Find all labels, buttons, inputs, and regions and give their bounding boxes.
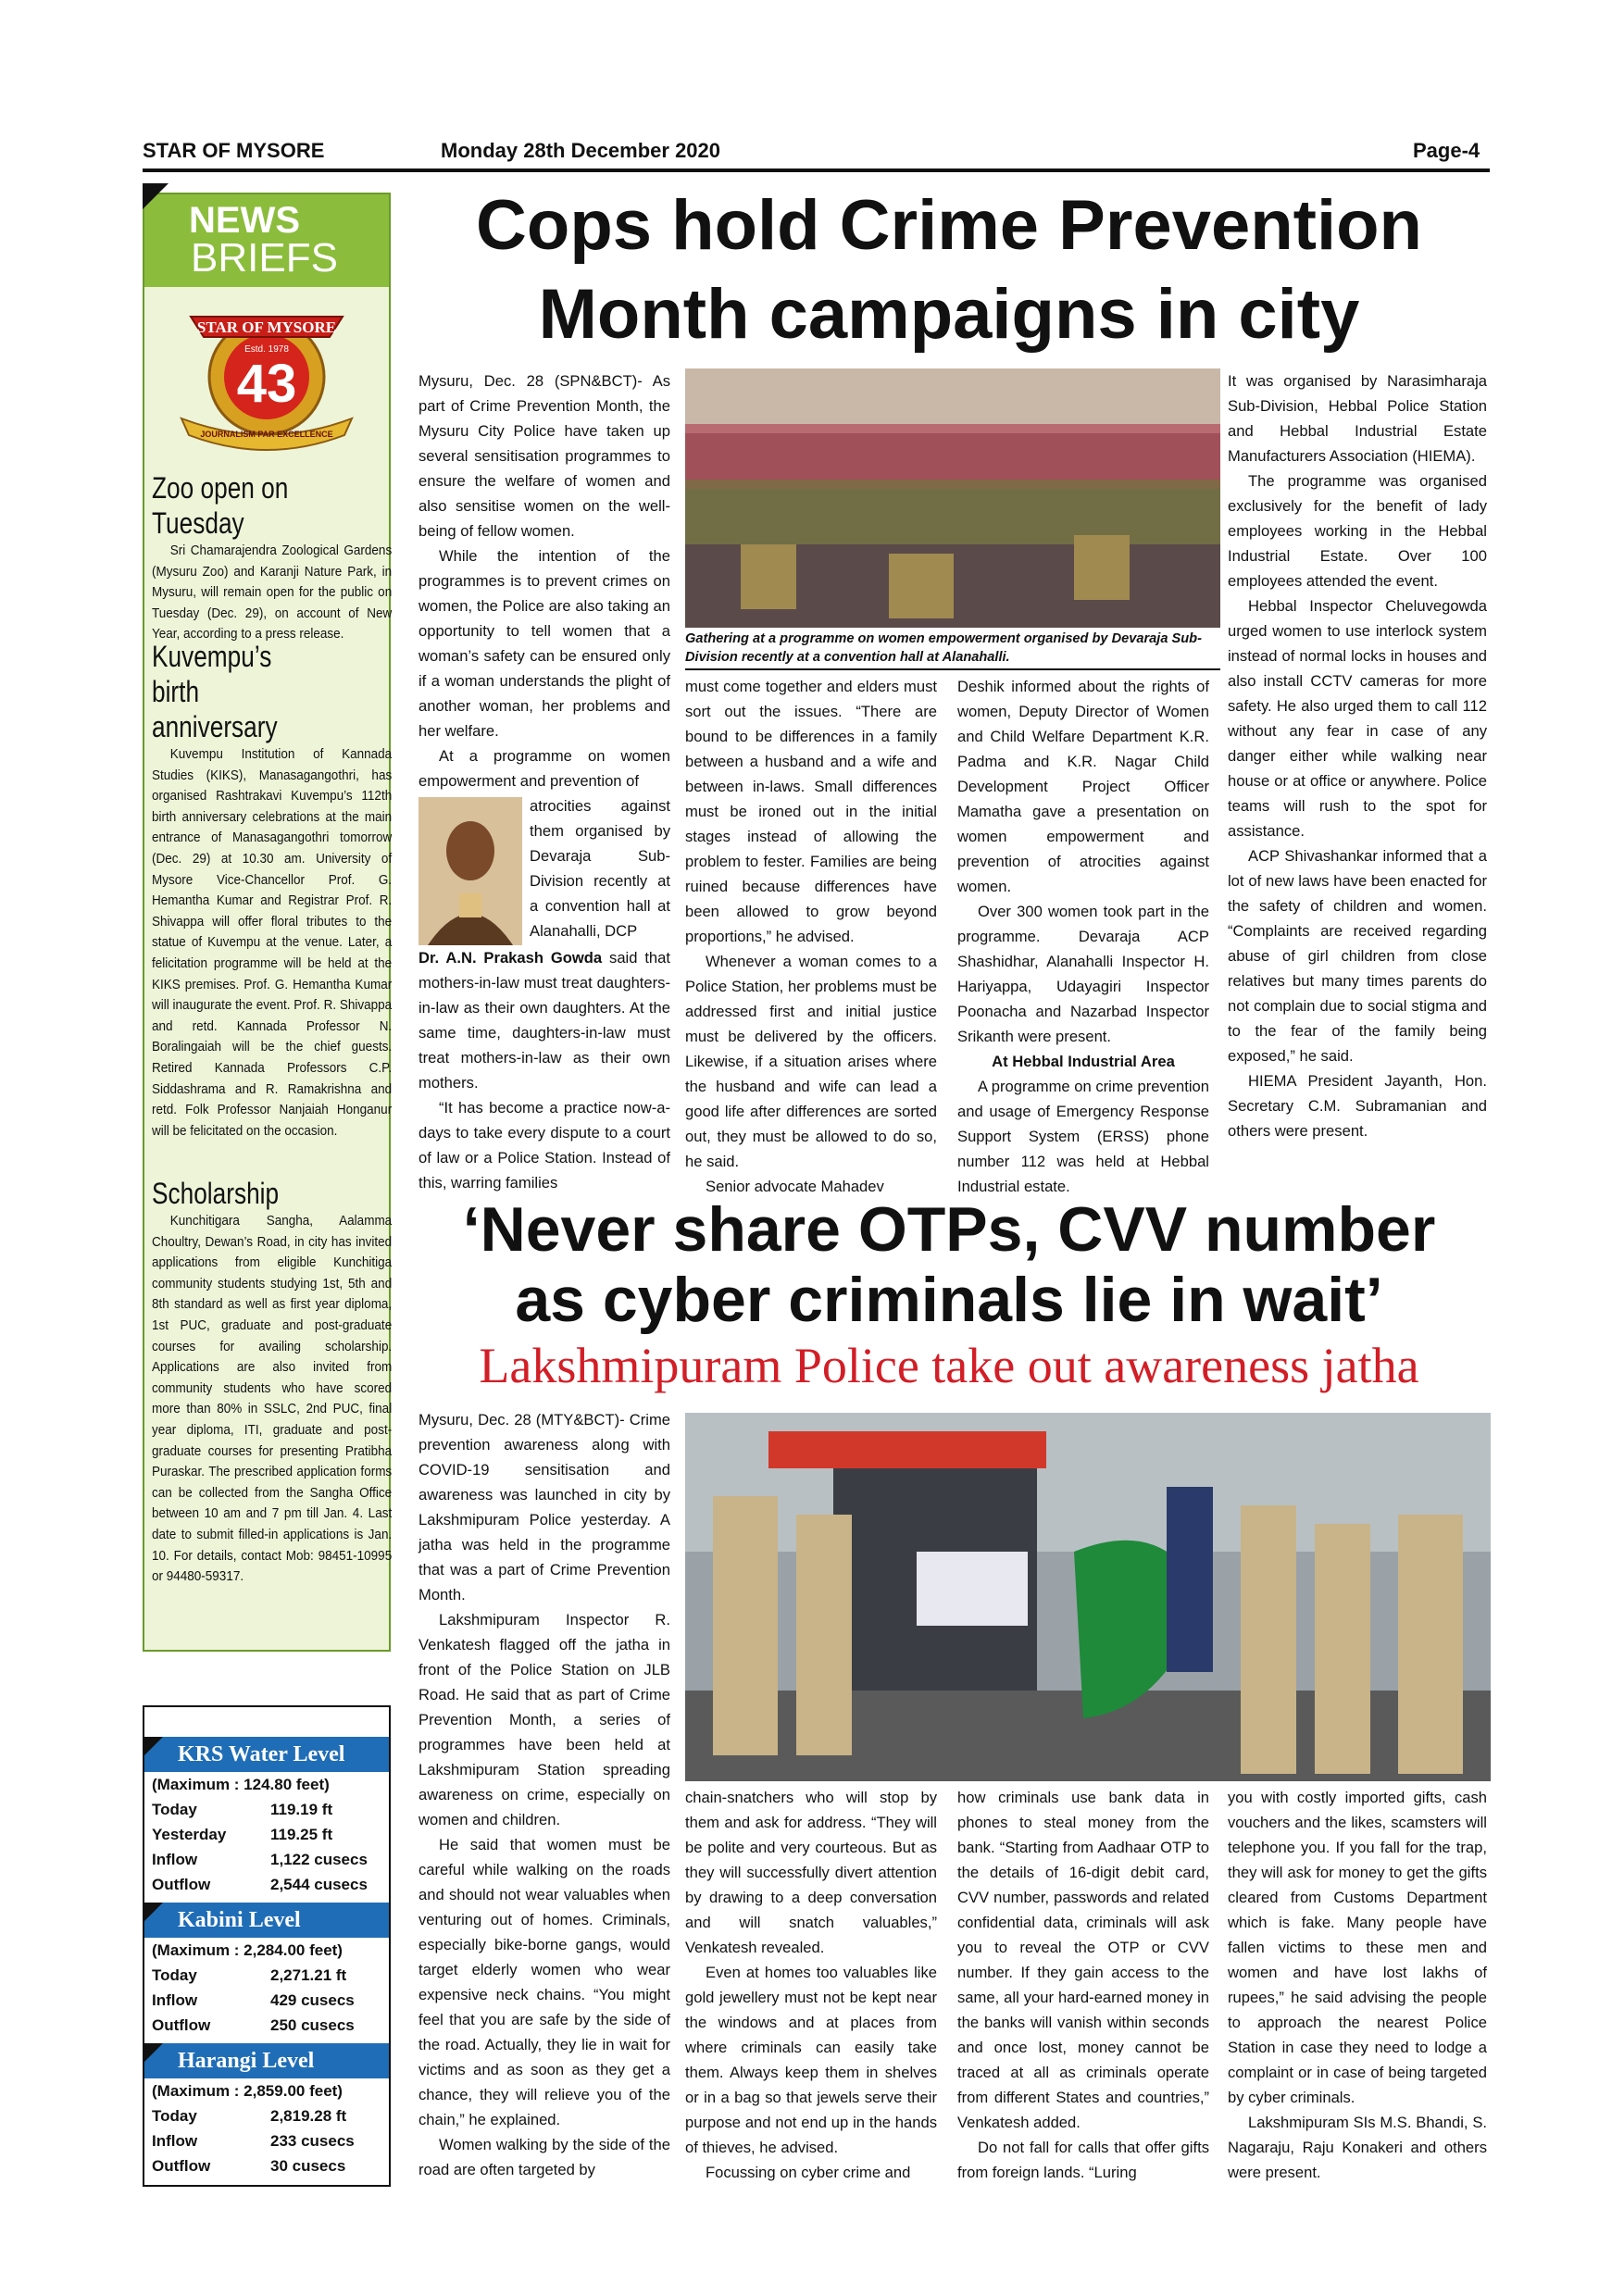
anniversary-logo: [154, 289, 380, 455]
para: A programme on crime prevention and usage of Emergency Response Support System (ERSS) phone number 112 was held at Hebbal Industrial estate.: [957, 1078, 1209, 1195]
subhead: At Hebbal Industrial Area: [992, 1053, 1175, 1070]
level-row: [144, 2013, 389, 2038]
para: “It has become a practice now-a-days to take every dispute to a court of law or a Police Station. Instead of this, warring families: [418, 1099, 670, 1192]
level-row: [144, 1822, 389, 1847]
para: you with costly imported gifts, cash vouchers and the likes, scamsters will telephone you. If you fall for the trap, they will ask for money to get the gifts cleared from Customs Department which is fake. Many people have fallen victims to these men and women and have lost lakhs of rupees,” he said advising the people to approach the nearest Police Station in case they need to lodge a complaint or in case of being targeted by cyber criminals.: [1228, 1789, 1487, 2106]
headline2-line-2: as cyber criminals lie in wait’: [515, 1265, 1383, 1335]
para: how criminals use bank data in phones to steal money from the bank. “Starting from Aadhaar OTP to the details of 16-digit debit card, CVV number, passwords and related confidential data, criminals will ask you to reveal the OTP or CVV number. If they gain access to the same, all your hard-earned money in the banks will vanish within seconds and once lost, money cannot be traced at all as criminals operate from different States and countries,” Venkatesh added.: [957, 1789, 1209, 2131]
level-row: [144, 1847, 389, 1872]
para: Mysuru, Dec. 28 (SPN&BCT)- As part of Crime Prevention Month, the Mysuru City Police have taken up several sensitisation programmes to ensure the welfare of women and also sensitise women on the well-being of fellow women.: [418, 372, 670, 540]
level-label: Outflow: [152, 2016, 211, 2034]
level-label: Inflow: [152, 2132, 198, 2150]
level-row: [144, 2128, 389, 2153]
header-rule: [143, 168, 1490, 172]
level-row: [144, 1872, 389, 1897]
para: Lakshmipuram Inspector R. Venkatesh flagged off the jatha in front of the Police Station on JLB Road. He said that as part of Crime Prevention Month, a series of programmes have been held at Lakshmipuram Station spreading awareness on crime, especially on women and children.: [418, 1611, 670, 1828]
logo-estd: Estd. 1978: [244, 344, 289, 355]
article2-col1: [418, 1407, 670, 2182]
article2-col2: [685, 1785, 937, 2185]
level-label: Inflow: [152, 1851, 198, 1868]
photo-caption: Gathering at a programme on women empowerment organised by Devaraja Sub-Division recently at a convention hall at Alanahalli.: [685, 631, 1202, 665]
para: Lakshmipuram SIs M.S. Bhandi, S. Nagaraju, Raju Konakeri and others were present.: [1228, 2114, 1487, 2181]
level-max: (Maximum : 124.80 feet): [152, 1776, 330, 1793]
brief-scholarship: [152, 1176, 393, 1588]
para: Deshik informed about the rights of women, Deputy Director of Women and Child Welfare Department K.R. Padma and K.R. Nagar Child Development Project Officer Mamatha gave a presentation on women empowerment and prevention of atrocities against women.: [957, 678, 1209, 895]
subheadline: Lakshmipuram Police take out awareness jatha: [479, 1338, 1419, 1393]
logo-motto: JOURNALISM PAR EXCELLENCE: [200, 430, 333, 439]
article1-col2: [685, 674, 937, 1199]
dcp-name: Dr. A.N. Prakash Gowda: [418, 949, 603, 967]
brief-title: Zoo open on Tuesday: [152, 471, 289, 540]
news-label: NEWS: [189, 200, 300, 241]
brief-title: Scholarship: [152, 1177, 280, 1210]
level-value: 2,544 cusecs: [270, 1876, 368, 1893]
para: chain-snatchers who will stop by them and ask for address. “They will be polite and very courteous. But as they will successfully divert attention by drawing to a deep conversation and will snatch valuables,” Venkatesh revealed.: [685, 1789, 937, 1956]
article1-col3: [957, 674, 1209, 1199]
para: At a programme on women empowerment and prevention of: [418, 747, 670, 790]
level-value: 250 cusecs: [270, 2016, 355, 2034]
level-value: 2,819.28 ft: [270, 2107, 347, 2125]
awareness-jatha-photo: [685, 1413, 1491, 1781]
level-row: [144, 1797, 389, 1822]
level-max: (Maximum : 2,859.00 feet): [152, 2082, 343, 2100]
level-label: Outflow: [152, 1876, 211, 1893]
level-title: KRS Water Level: [144, 1737, 389, 1772]
article1-col4: [1228, 368, 1487, 1143]
issue-date: Monday 28th December 2020: [441, 139, 721, 162]
para: The programme was organised exclusively for the benefit of lady employees working in the Hebbal Industrial Estate. Over 100 employees attended the event.: [1228, 472, 1487, 590]
page-number: Page-4: [1413, 139, 1480, 162]
headline2-line-1: ‘Never share OTPs, CVV number: [462, 1194, 1436, 1265]
brief-body: Sri Chamarajendra Zoological Gardens (Mysuru Zoo) and Karanji Nature Park, in Mysuru, will remain open for the public on Tuesday (Dec. 29), on account of New Year, according to a press release.: [152, 543, 393, 643]
para: Hebbal Inspector Cheluvegowda urged women to use interlock system instead of normal locks in houses and also install CCTV cameras for more safety. He also urged them to call 112 without any fear in case of any danger either while walking near house or at office or anywhere. Police teams will rush to the spot for assistance.: [1228, 597, 1487, 840]
para: Do not fall for calls that offer gifts from foreign lands. “Luring: [957, 2139, 1209, 2181]
dcp-portrait: [418, 797, 522, 945]
briefs-label: BRIEFS: [191, 235, 338, 281]
level-row: [144, 2103, 389, 2128]
level-label: Outflow: [152, 2157, 211, 2175]
article2-col4: [1228, 1785, 1487, 2185]
level-row: [144, 1988, 389, 2013]
para: It was organised by Narasimharaja Sub-Division, Hebbal Police Station and Hebbal Industrial Estate Manufacturers Association (HIEMA).: [1228, 372, 1487, 465]
brief-body: Kunchitigara Sangha, Aalamma Choultry, Dewan’s Road, in city has invited applications from eligible Kunchitiga community students studying 1st, 5th and 8th standard as well as first year diploma, 1st PUC, graduate and post-graduate courses for availing scholarship. Applications are also invited from community students who have scored more than 80% in SSLC, 2nd PUC, final year diploma, ITI, graduate and post-graduate courses for presenting Pratibha Puraskar. The prescribed application forms can be collected from the Sangha Office between 10 am and 7 pm till Jan. 4. Last date to submit filled-in applications is Jan. 10. For details, contact Mob: 98451-10995 or 94480-59317.: [152, 1213, 393, 1585]
brief-kuvempu: [152, 639, 393, 1142]
news-briefs-header: [144, 194, 389, 287]
logo-number: 43: [236, 354, 297, 414]
level-value: 429 cusecs: [270, 1991, 355, 2009]
level-value: 2,271.21 ft: [270, 1966, 347, 1984]
para: atrocities against them organised by Devaraja Sub-Division recently at a convention hall at Alanahalli, DCP: [530, 797, 670, 940]
caption-rule: [685, 668, 1220, 670]
para: He said that women must be careful while walking on the roads and should not wear valuables when venturing out of homes. Criminals, especially bike-borne gangs, would target elderly women who wear expensive neck chains. “You might feel that you are safe by the side of the road. Actually, they lie in wait for victims and as soon as they get a chance, they will relieve you of the chain,” he explained.: [418, 1836, 670, 2128]
para: Focussing on cyber crime and: [706, 2164, 911, 2181]
level-value: 233 cusecs: [270, 2132, 355, 2150]
article2-col3: [957, 1785, 1209, 2185]
headline-line-1: Cops hold Crime Prevention: [476, 186, 1422, 265]
para: Over 300 women took part in the programme. Devaraja ACP Shashidhar, Alanahalli Inspector H. Hariyappa, Udayagiri Inspector Poonacha and Nazarbad Inspector Srikanth were present.: [957, 903, 1209, 1045]
corner-mark: [143, 183, 169, 209]
headline-line-2: Month campaigns in city: [538, 275, 1360, 354]
level-value: 30 cusecs: [270, 2157, 346, 2175]
level-value: 119.25 ft: [270, 1826, 333, 1843]
para: ACP Shivashankar informed that a lot of new laws have been enacted for the safety of children and women. “Complaints are received regarding abuse of girl children from close relatives but many times parents do not complain due to social stigma and to the fear of the family being exposed,” he said.: [1228, 847, 1487, 1065]
level-label: Today: [152, 2107, 197, 2125]
brief-title: Kuvempu’s birth anniversary: [152, 640, 278, 743]
para: must come together and elders must sort out the issues. “There are bound to be differences in a family between a husband and a wife and between in-laws. Small differences must be ironed out in the initial stages instead of allowing the problem to fester. Families are being ruined because differences have been allowed to grow beyond proportions,” he advised.: [685, 678, 937, 945]
level-label: Today: [152, 1966, 197, 1984]
level-label: Inflow: [152, 1991, 198, 2009]
level-value: 1,122 cusecs: [270, 1851, 368, 1868]
article1-col1: [418, 368, 670, 1195]
para: Women walking by the side of the road are often targeted by: [418, 2136, 670, 2178]
para: Whenever a woman comes to a Police Station, her problems must be addressed first and initial justice must be delivered by the officers. Likewise, if a situation arises where the husband and wife can lead a good life after differences are sorted out, they must be allowed to do so, he said.: [685, 953, 937, 1170]
para: Even at homes too valuables like gold jewellery must not be kept near the windows and at places from where criminals can easily take them. Always keep them in shelves or in a bag so that jewels serve their purpose and not end up in the hands of thieves, he advised.: [685, 1964, 937, 2156]
level-value: 119.19 ft: [270, 1801, 333, 1818]
level-label: Yesterday: [152, 1826, 227, 1843]
brief-zoo: [152, 470, 393, 645]
para: said that mothers-in-law must treat daughters-in-law as their own daughters. At the same time, daughters-in-law must treat mothers-in-law as their own mothers.: [418, 949, 670, 1092]
para: Mysuru, Dec. 28 (MTY&BCT)- Crime prevention awareness along with COVID-19 sensitisation and awareness was launched in city by Lakshmipuram Police yesterday. A jatha was held in the programme that was a part of Crime Prevention Month.: [418, 1411, 670, 1603]
women-empowerment-photo: [685, 368, 1220, 628]
para: Senior advocate Mahadev: [706, 1178, 884, 1195]
para: HIEMA President Jayanth, Hon. Secretary C.M. Subramanian and others were present.: [1228, 1072, 1487, 1140]
level-label: Today: [152, 1801, 197, 1818]
logo-title: STAR OF MYSORE: [196, 318, 337, 336]
reservoir-levels-box: [143, 1705, 391, 2187]
brief-body: Kuvempu Institution of Kannada Studies (KIKS), Manasagangothri, has organised Rashtrakavi Kuvempu’s 112th birth anniversary celebrations at the main entrance of Manasagangothri tomorrow (Dec. 29) at 10.30 am. University of Mysore Vice-Chancellor Prof. G. Hemantha Kumar and Registrar Prof. R. Shivappa will offer floral tributes to the statue of Kuvempu at the venue. Later, a felicitation programme will be held at the KIKS premises. Prof. G. Hemantha Kumar will inaugurate the event. Prof. R. Shivappa and retd. Kannada Professor N. Boralingaiah will be the chief guests. Retired Kannada Professors C.P. Siddashrama and R. Ramakrishna and retd. Folk Professor Nanjaiah Honganur will be felicitated on the occasion.: [152, 746, 393, 1139]
paper-name: STAR OF MYSORE: [143, 139, 325, 162]
level-row: [144, 1963, 389, 1988]
level-max: (Maximum : 2,284.00 feet): [152, 1941, 343, 1959]
level-title: Harangi Level: [144, 2043, 389, 2078]
level-row: [144, 2153, 389, 2178]
level-title: Kabini Level: [144, 1903, 389, 1938]
para: While the intention of the programmes is to prevent crimes on women, the Police are also taking an opportunity to tell women that a woman’s safety can be ensured only if a woman understands the plight of another woman, her problems and her welfare.: [418, 547, 670, 740]
